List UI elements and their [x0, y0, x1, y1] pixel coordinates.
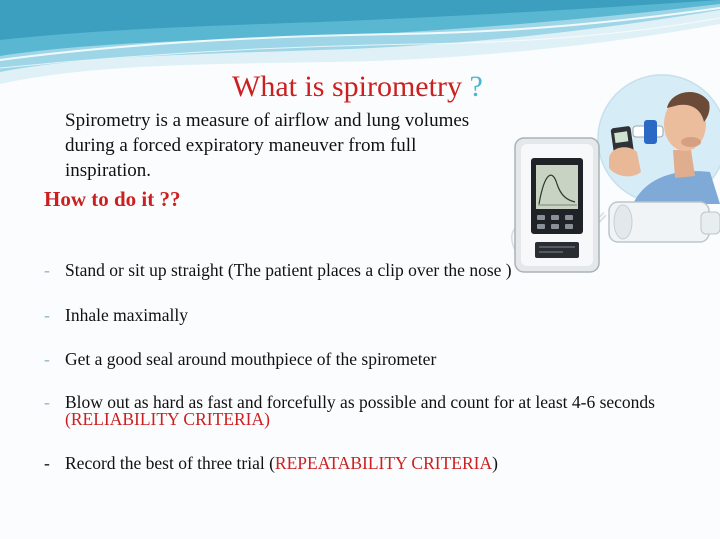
- list-item: - Get a good seal around mouthpiece of the spirometer: [44, 349, 437, 369]
- bullet-dash: -: [44, 453, 50, 473]
- instruction-list: [44, 262, 694, 472]
- bullet-dash: -: [44, 392, 50, 412]
- list-item: - Record the best of three trial (REPEATABILITY CRITERIA): [44, 453, 498, 473]
- bullet-dash: -: [44, 305, 50, 325]
- reliability-criteria: (RELIABILITY CRITERIA): [65, 409, 270, 429]
- bullet-dash: -: [44, 260, 50, 280]
- list-item: - Blow out as hard as fast and forcefully as possible and count for at least 4-6 seconds (RELIABILITY CRITERIA): [44, 392, 655, 429]
- repeatability-criteria: REPEATABILITY CRITERIA: [274, 453, 493, 473]
- how-to-heading: How to do it ??: [44, 187, 181, 211]
- list-item: - Inhale maximally: [44, 305, 188, 325]
- slide-title: What is spirometry ?: [232, 70, 483, 103]
- spirometer-illustration: [505, 72, 720, 287]
- intro-paragraph: Spirometry is a measure of airflow and lung volumes during a forced expiratory maneuver from full inspiration.: [65, 110, 470, 181]
- bullet-dash: -: [44, 349, 50, 369]
- list-item: - Stand or sit up straight (The patient places a clip over the nose ): [44, 260, 512, 280]
